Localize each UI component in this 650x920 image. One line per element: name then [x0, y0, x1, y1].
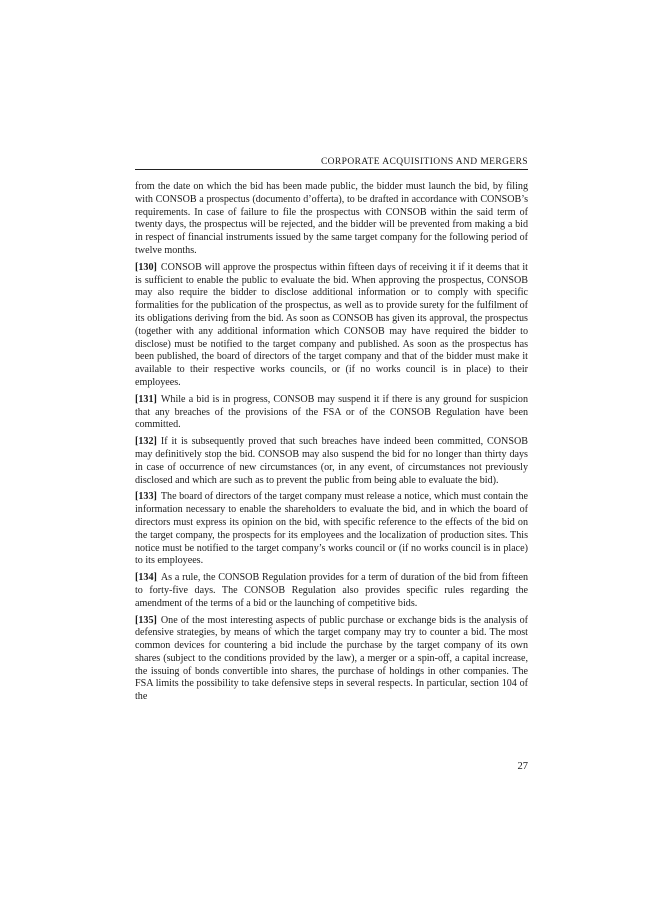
header-rule — [135, 169, 528, 170]
paragraph-135 — [135, 615, 528, 705]
paragraph-number: [130] — [135, 261, 157, 273]
paragraph-number: [132] — [135, 436, 157, 448]
body-text — [135, 181, 528, 708]
page-number: 27 — [517, 761, 528, 772]
paragraph-text: If it is subsequently proved that such breaches have indeed been committed, CONSOB may definitively stop the bid. CONSOB may also suspend the bid for no longer than thirty days in case of occurrence of new circumstances (or, in any event, of circumstances not previously disclosed and which are such as to prevent the public from being able to evaluate the bid). — [135, 436, 528, 486]
paragraph-number: [135] — [135, 614, 157, 626]
running-head: CORPORATE ACQUISITIONS AND MERGERS — [320, 157, 528, 167]
paragraph-text: While a bid is in progress, CONSOB may suspend it if there is any ground for suspicion that any breaches of the provisions of the FSA or of the CONSOB Regulation have been committed. — [135, 393, 528, 431]
paragraph-text: CONSOB will approve the prospectus within fifteen days of receiving it if it deems that it is sufficient to enable the public to evaluate the bid. When approving the prospectus, CONSOB may also require the bidder to disclose additional information or to comply with specific formalities for the publication of the prospectus, as well as to provide surety for the fulfilment of its obligations deriving from the bid. As soon as CONSOB has given its approval, the prospectus (together with any additional information which CONSOB may have required the bidder to disclose) must be notified to the target company and published. As soon as the prospectus has been published, the board of directors of the target company and that of the bidder must make it available to their respective works councils, or (if no works council is in place) to their employees. — [135, 261, 528, 388]
paragraph-continuation — [135, 181, 528, 258]
paragraph-text: As a rule, the CONSOB Regulation provides for a term of duration of the bid from fifteen to forty-five days. The CONSOB Regulation also provides specific rules regarding the amendment of the terms of a bid or the launching of competitive bids. — [135, 572, 528, 609]
paragraph-134 — [135, 572, 528, 610]
paragraph-132 — [135, 436, 528, 487]
paragraph-131 — [135, 394, 528, 432]
paragraph-133 — [135, 491, 528, 568]
paragraph-number: [134] — [135, 572, 157, 584]
paragraph-text: One of the most interesting aspects of public purchase or exchange bids is the analysis of defensive strategies, by means of which the target company may try to counter a bid. The most common devices for countering a bid include the purchase by the target company of its own shares (subject to the conditions provided by the law), a merger or a spin-off, a capital increase, the issuing of bonds convertible into shares, the purchase of holdings in other companies. The FSA limits the possibility to take defensive steps in several respects. In particular, section 104 of the — [135, 614, 528, 703]
paragraph-number: [133] — [135, 491, 157, 503]
paragraph-number: [131] — [135, 393, 157, 405]
paragraph-130 — [135, 262, 528, 390]
paragraph-text: The board of directors of the target company must release a notice, which must contain the information necessary to enable the shareholders to evaluate the bid, and in which the board of directors must express its opinion on the bid, with specific reference to the effects of the bid on the target company, the prospects for its employees and the localization of production sites. This notice must be notified to the target company’s works council or (if no works council is in place) to its employees. — [135, 491, 528, 567]
paragraph-text: from the date on which the bid has been made public, the bidder must launch the bid, by filing with CONSOB a prospectus (documento d’offerta), to be drafted in accordance with CONSOB’s requirements. In case of failure to file the prospectus with CONSOB within the said term of twenty days, the prospectus will be rejected, and the bidder will be prevented from making a bid in respect of financial instruments issued by the same target company for the following period of twelve months. — [135, 181, 528, 256]
